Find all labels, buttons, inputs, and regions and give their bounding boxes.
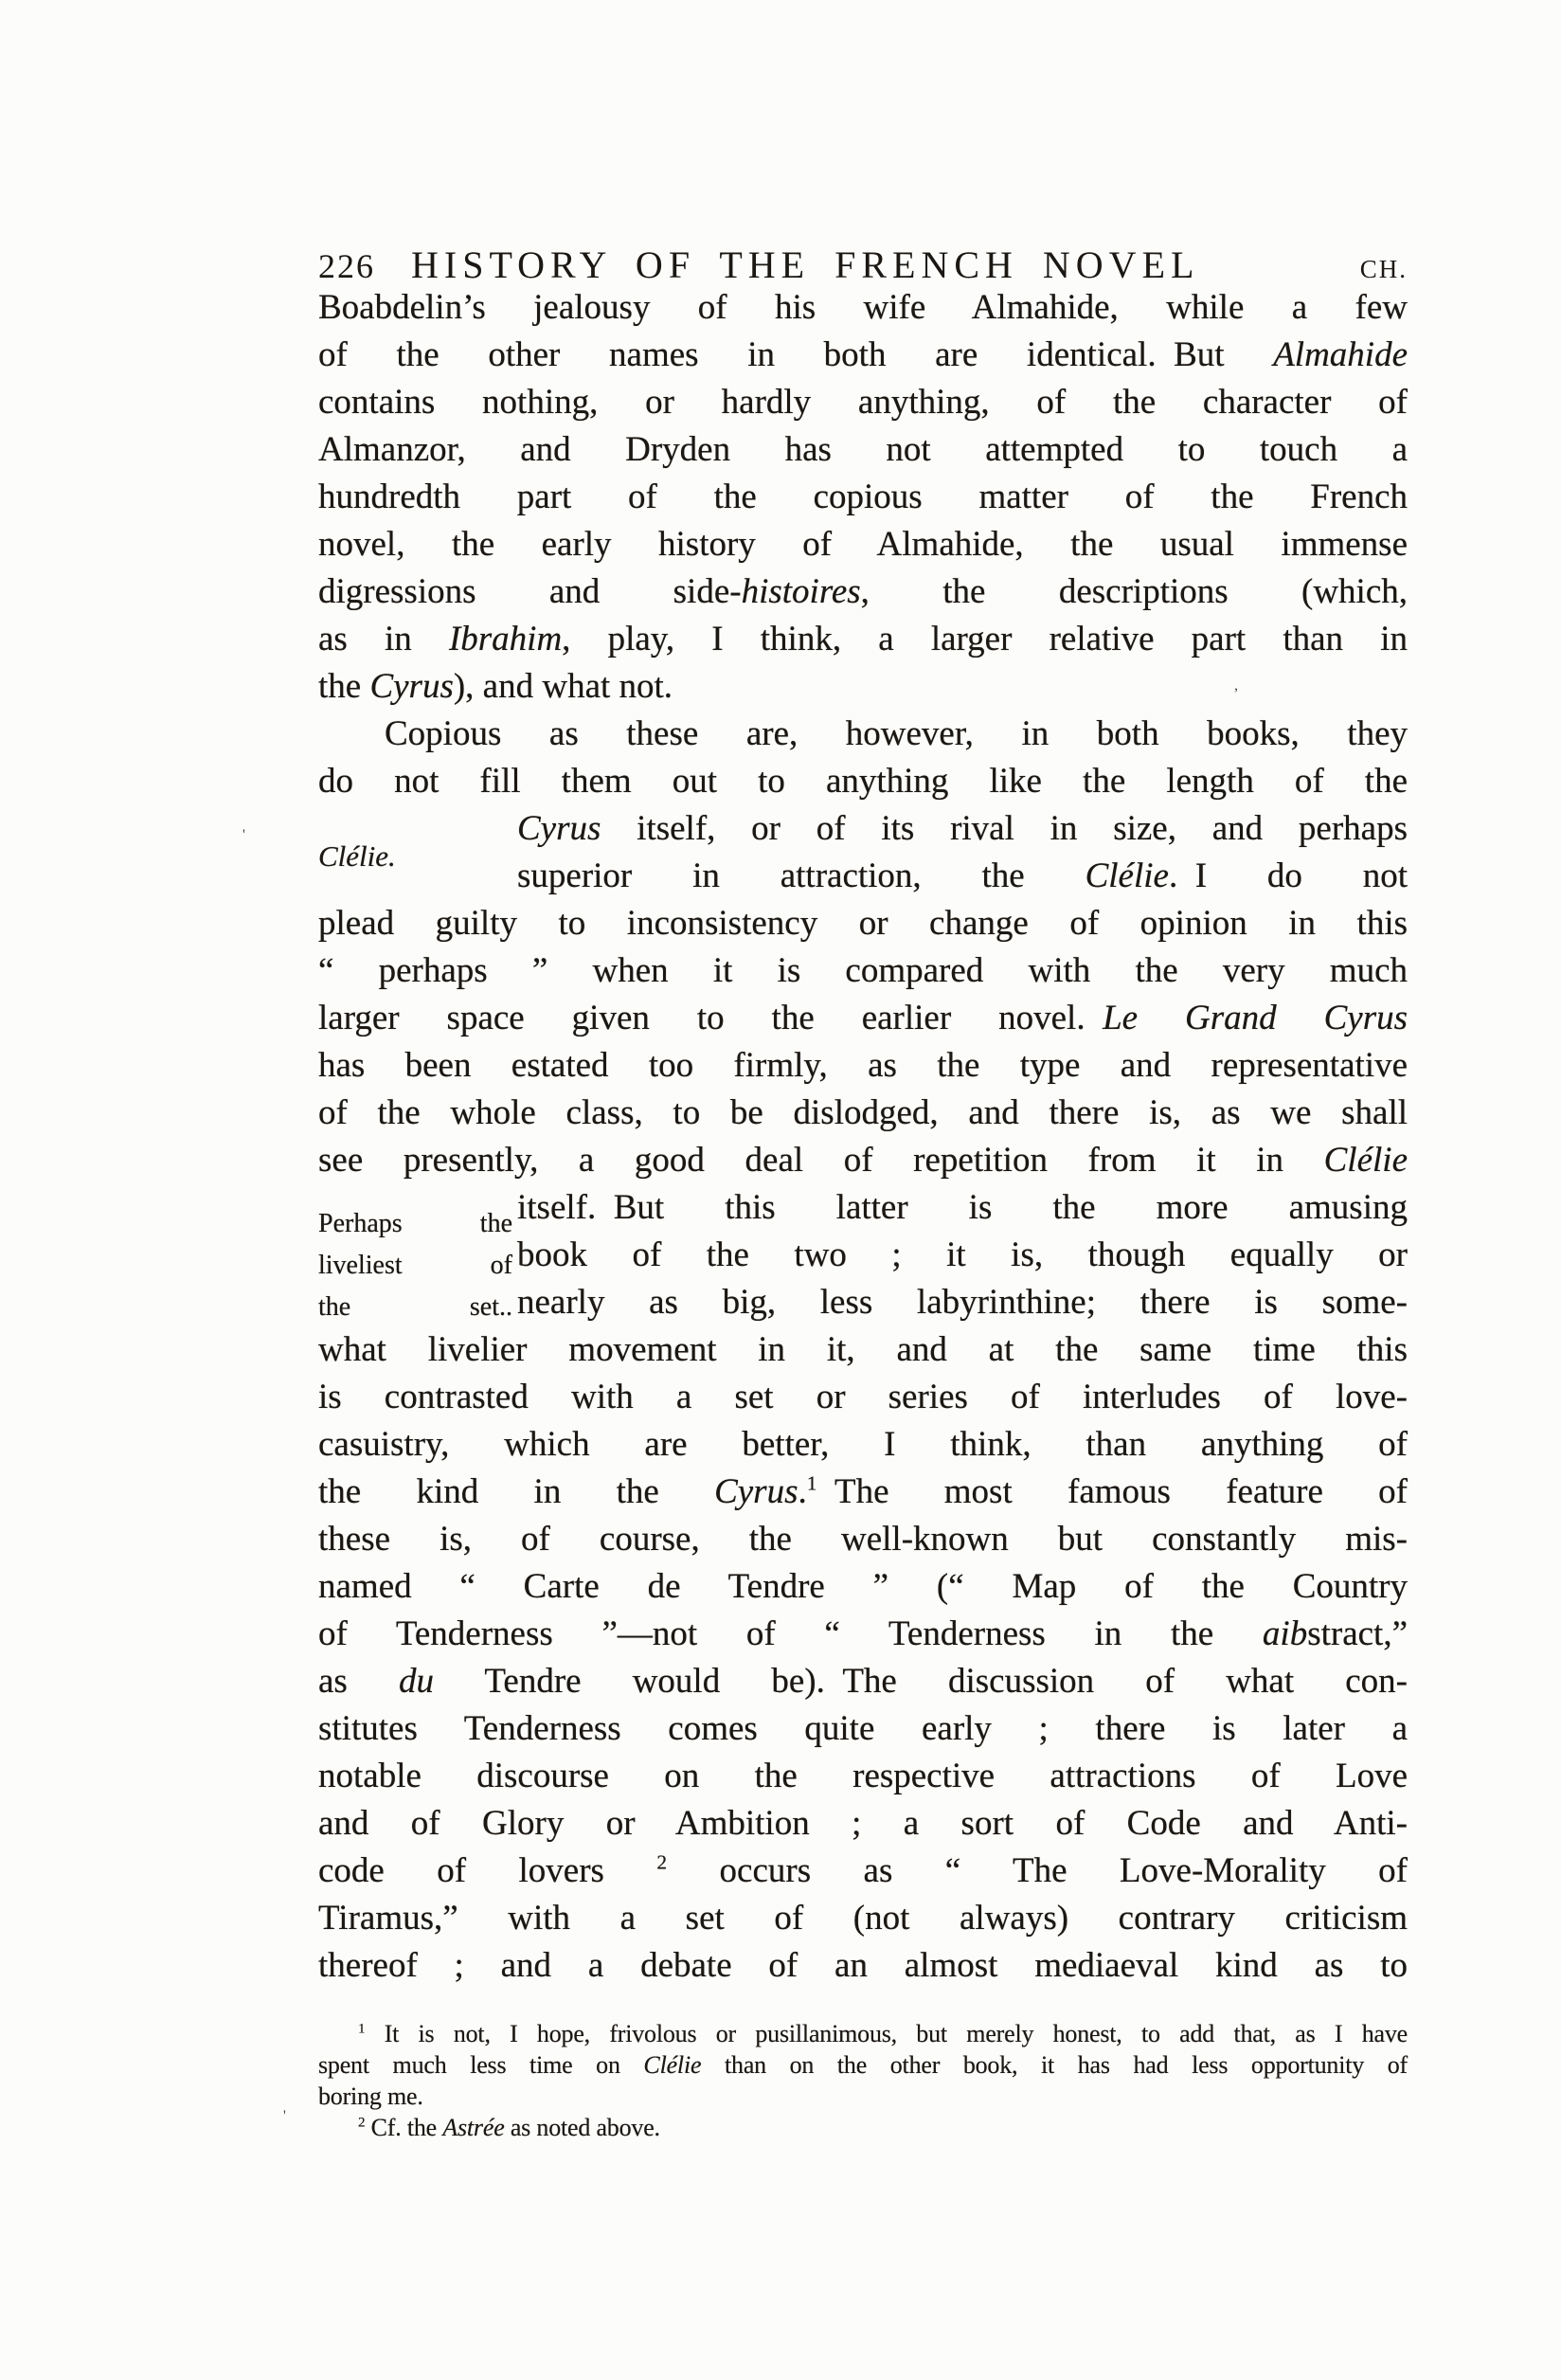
text-line	[318, 1800, 1408, 1848]
text-run: contains nothing, or hardly anything, of the character of	[318, 383, 1408, 422]
text-run: nearly as big, less labyrinthine; there is some-	[517, 1283, 1408, 1322]
text-line	[318, 853, 1408, 900]
scan-artifact: ,	[1234, 677, 1238, 694]
text-run: hundredth part of the copious matter of the French	[318, 478, 1408, 516]
text-run: histoires	[741, 572, 861, 611]
text-run: as in	[318, 620, 449, 658]
footnote-line	[318, 2018, 1408, 2049]
text-line	[318, 1421, 1408, 1469]
text-run: occurs as “ The Love-Morality of	[667, 1851, 1408, 1890]
text-run: the	[318, 667, 370, 706]
text-line	[318, 1611, 1408, 1658]
text-line	[318, 332, 1408, 379]
text-run: stitutes Tenderness comes quite early ; there is later a	[318, 1709, 1408, 1748]
text-run: named “ Carte de Tendre ” (“ Map of the Country	[318, 1567, 1408, 1606]
text-run: Almahide	[1273, 335, 1408, 374]
text-run: these is, of course, the well-known but constantly mis-	[318, 1520, 1408, 1559]
text-run: ), and what not.	[453, 667, 673, 706]
text-run: thereof ; and a debate of an almost mediaeval kind as to	[318, 1946, 1408, 1985]
scan-artifact: '	[242, 827, 245, 843]
text-run: novel, the early history of Almahide, the usual immense	[318, 525, 1408, 564]
text-line	[318, 568, 1408, 616]
text-run: what livelier movement in it, and at the same time this	[318, 1330, 1408, 1369]
text-run: casuistry, which are better, I think, than anything of	[318, 1425, 1408, 1464]
text-run: digressions and side-	[318, 572, 742, 611]
margin-note-line: the set..	[318, 1292, 512, 1322]
text-line	[318, 1563, 1408, 1611]
text-run: itself, or of its rival in size, and perhaps	[601, 809, 1408, 848]
page-header	[318, 243, 1408, 287]
text-run: “ perhaps ” when it is compared with the very much	[318, 951, 1408, 990]
text-line	[318, 474, 1408, 521]
text-line	[318, 758, 1408, 805]
text-line	[318, 663, 1408, 711]
text-run: do not fill them out to anything like the length of the	[318, 762, 1408, 801]
text-run: .	[798, 1472, 807, 1511]
page-number: 226	[318, 247, 375, 285]
text-run: larger space given to the earlier novel.	[318, 999, 1103, 1037]
text-line	[318, 900, 1408, 947]
text-run: Boabdelin’s jealousy of his wife Almahide, while a few	[318, 288, 1408, 327]
text-run: code of lovers	[318, 1851, 657, 1890]
text-line	[318, 284, 1408, 332]
text-line	[318, 1469, 1408, 1516]
text-run: Clélie	[643, 2051, 702, 2079]
text-line	[318, 711, 1408, 758]
footnote-line	[318, 2112, 1408, 2143]
text-run: of the other names in both are identical. But	[318, 335, 1274, 374]
text-run: boring me.	[318, 2082, 423, 2110]
text-run: , the descriptions (which,	[860, 572, 1408, 611]
text-run: of Tenderness ”—not of “ Tenderness in the	[318, 1614, 1263, 1653]
text-run: It is not, I hope, frivolous or pusillanimous, but merely honest, to add that, as I have	[365, 2020, 1408, 2047]
text-run: , play, I think, a larger relative part than in	[562, 620, 1408, 658]
text-run: The most famous feature of	[816, 1472, 1408, 1511]
text-line	[318, 426, 1408, 474]
text-run: of the whole class, to be dislodged, and there is, as we shall	[318, 1093, 1408, 1132]
text-run: superior in attraction, the	[517, 856, 1086, 895]
text-run: Cf. the	[365, 2114, 443, 2141]
text-run: spent much less time on	[318, 2051, 644, 2079]
text-line	[318, 1090, 1408, 1137]
text-run: Ibrahim	[448, 620, 563, 658]
text-run: aib	[1262, 1614, 1308, 1653]
text-run: notable discourse on the respective attractions of Love	[318, 1757, 1408, 1795]
text-run: 2	[358, 2115, 366, 2131]
text-run: as	[318, 1662, 399, 1701]
footnote-line	[318, 2049, 1408, 2081]
text-run: has been estated too firmly, as the type and representative	[318, 1046, 1408, 1085]
text-run: than on the other book, it has had less opportunity of	[701, 2051, 1408, 2079]
text-run: and of Glory or Ambition ; a sort of Code and Anti-	[318, 1804, 1408, 1843]
text-line	[318, 521, 1408, 568]
text-line	[318, 1279, 1408, 1326]
text-run: Almanzor, and Dryden has not attempted to touch a	[318, 430, 1408, 469]
chapter-mark: CH.	[1359, 255, 1408, 283]
text-run: Tendre would be). The discussion of what con-	[433, 1662, 1408, 1701]
text-run: book of the two ; it is, though equally or	[517, 1235, 1408, 1274]
text-line	[318, 1848, 1408, 1895]
text-run: Cyrus	[517, 809, 601, 848]
text-run: stract,”	[1307, 1614, 1408, 1653]
text-line	[318, 805, 1408, 873]
text-run: as noted above.	[504, 2114, 660, 2141]
text-line	[318, 1326, 1408, 1374]
text-run: Le Grand Cyrus	[1103, 999, 1408, 1037]
text-line	[318, 616, 1408, 663]
text-run: the kind in the	[318, 1472, 715, 1511]
text-line	[318, 1658, 1408, 1705]
text-run: 2	[656, 1850, 668, 1874]
text-run: 1	[806, 1471, 817, 1495]
text-line	[318, 1753, 1408, 1800]
text-line	[318, 1374, 1408, 1421]
text-line	[318, 1042, 1408, 1090]
margin-note-line: Clélie.	[318, 839, 396, 873]
text-run: Cyrus	[369, 667, 454, 706]
text-run: Cyrus	[714, 1472, 798, 1511]
footnote-line	[318, 2081, 1408, 2112]
text-line	[318, 1232, 1408, 1279]
scan-artifact: '	[283, 2108, 286, 2124]
text-run: is contrasted with a set or series of interludes of love-	[318, 1378, 1408, 1416]
text-run: . I do not	[1168, 856, 1408, 895]
text-line	[318, 1137, 1408, 1184]
running-title: HISTORY OF THE FRENCH NOVEL	[411, 243, 1200, 286]
margin-note-line: Perhaps the	[318, 1209, 512, 1238]
text-run: Clélie	[1085, 856, 1169, 895]
text-line	[318, 947, 1408, 995]
text-run: Astrée	[442, 2114, 505, 2141]
body-text	[318, 284, 1408, 1990]
text-run: Tiramus,” with a set of (not always) contrary criticism	[318, 1899, 1408, 1938]
text-run: du	[398, 1662, 434, 1701]
text-line	[318, 1942, 1408, 1990]
text-line	[318, 1895, 1408, 1942]
text-run: 1	[358, 2021, 366, 2037]
text-line	[318, 995, 1408, 1042]
text-run: Copious as these are, however, in both books, they	[385, 714, 1408, 753]
text-run: see presently, a good deal of repetition from it in	[318, 1141, 1324, 1180]
footnotes	[318, 2018, 1408, 2143]
margin-note-line: liveliest of	[318, 1251, 512, 1280]
text-line	[318, 1705, 1408, 1753]
text-line	[318, 379, 1408, 426]
text-run: Clélie	[1323, 1141, 1408, 1180]
text-run: itself. But this latter is the more amusing	[517, 1188, 1408, 1227]
text-line	[318, 1516, 1408, 1563]
text-run: plead guilty to inconsistency or change of opinion in this	[318, 904, 1408, 943]
